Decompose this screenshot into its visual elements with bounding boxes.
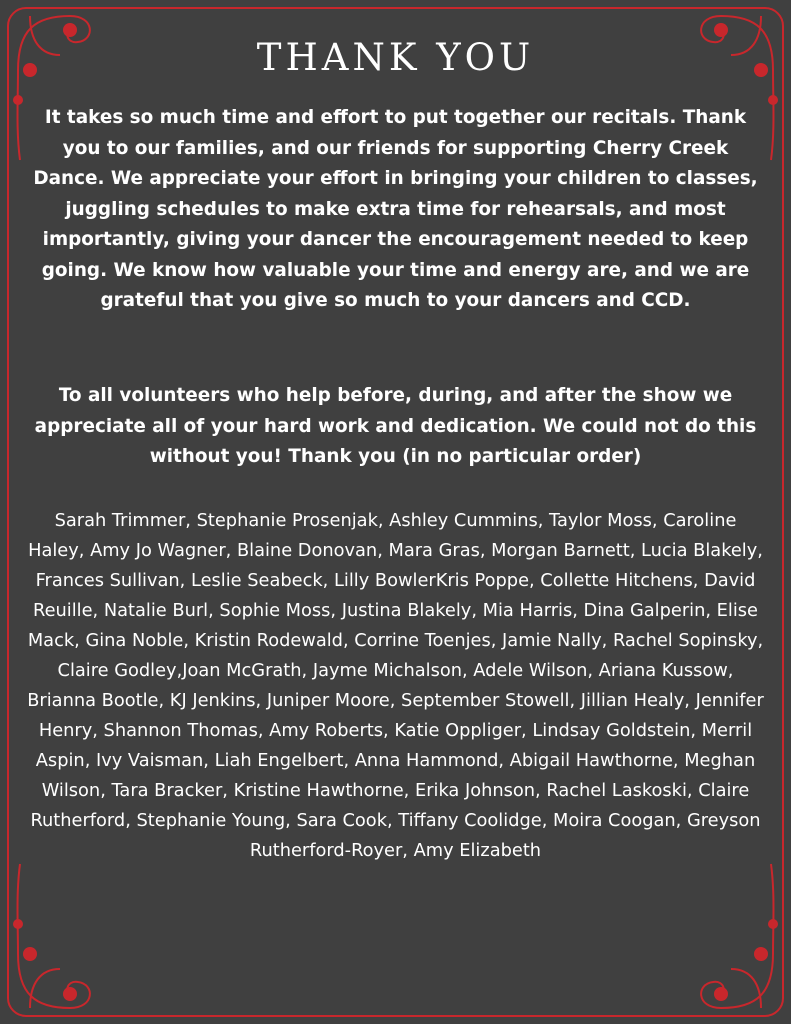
flourish-bottom-right <box>701 864 773 1008</box>
volunteer-names: Sarah Trimmer, Stephanie Prosenjak, Ashley Cummins, Taylor Moss, Caroline Haley, Amy Jo Wagner, Blaine Donovan, Mara Gras, Morgan Barnett, Lucia Blakely, Frances Sullivan, Leslie Seabeck, Lilly BowlerKris Poppe, Collette Hitchens, David Reuille, Natalie Burl, Sophie Moss, Justina Blakely, Mia Harris, Dina Galperin, Elise Mack, Gina Noble, Kristin Rodewald, Corrine Toenjes, Jamie Nally, Rachel Sopinsky, Claire Godley,Joan McGrath, Jayme Michalson, Adele Wilson, Ariana Kussow, Brianna Bootle, KJ Jenkins, Juniper Moore, September Stowell, Jillian Healy, Jennifer Henry, Shannon Thomas, Amy Roberts, Katie Oppliger, Lindsay Goldstein, Merril Aspin, Ivy Vaisman, Liah Engelbert, Anna Hammond, Abigail Hawthorne, Meghan Wilson, Tara Bracker, Kristine Hawthorne, Erika Johnson, Rachel Laskoski, Claire Rutherford, Stephanie Young, Sara Cook, Tiffany Coolidge, Moira Coogan, Greyson Rutherford-Royer, Amy Elizabeth <box>27 510 764 861</box>
volunteers-paragraph: To all volunteers who help before, during, and after the show we appreciate all of your hard work and dedication. We could not do this without you! Thank you (in no particular order) <box>34 385 757 467</box>
flourish-bottom-left <box>18 864 90 1008</box>
page-title: THANK YOU <box>256 36 535 79</box>
thank-you-paragraph: It takes so much time and effort to put together our recitals. Thank you to our families, and our friends for supporting Cherry Creek Dance. We appreciate your effort in bringing your children to classes, juggling schedules to make extra time for rehearsals, and most importantly, giving your dancer the encouragement needed to keep going. We know how valuable your time and energy are, and we are grateful that you give so much to your dancers and CCD. <box>33 107 758 311</box>
